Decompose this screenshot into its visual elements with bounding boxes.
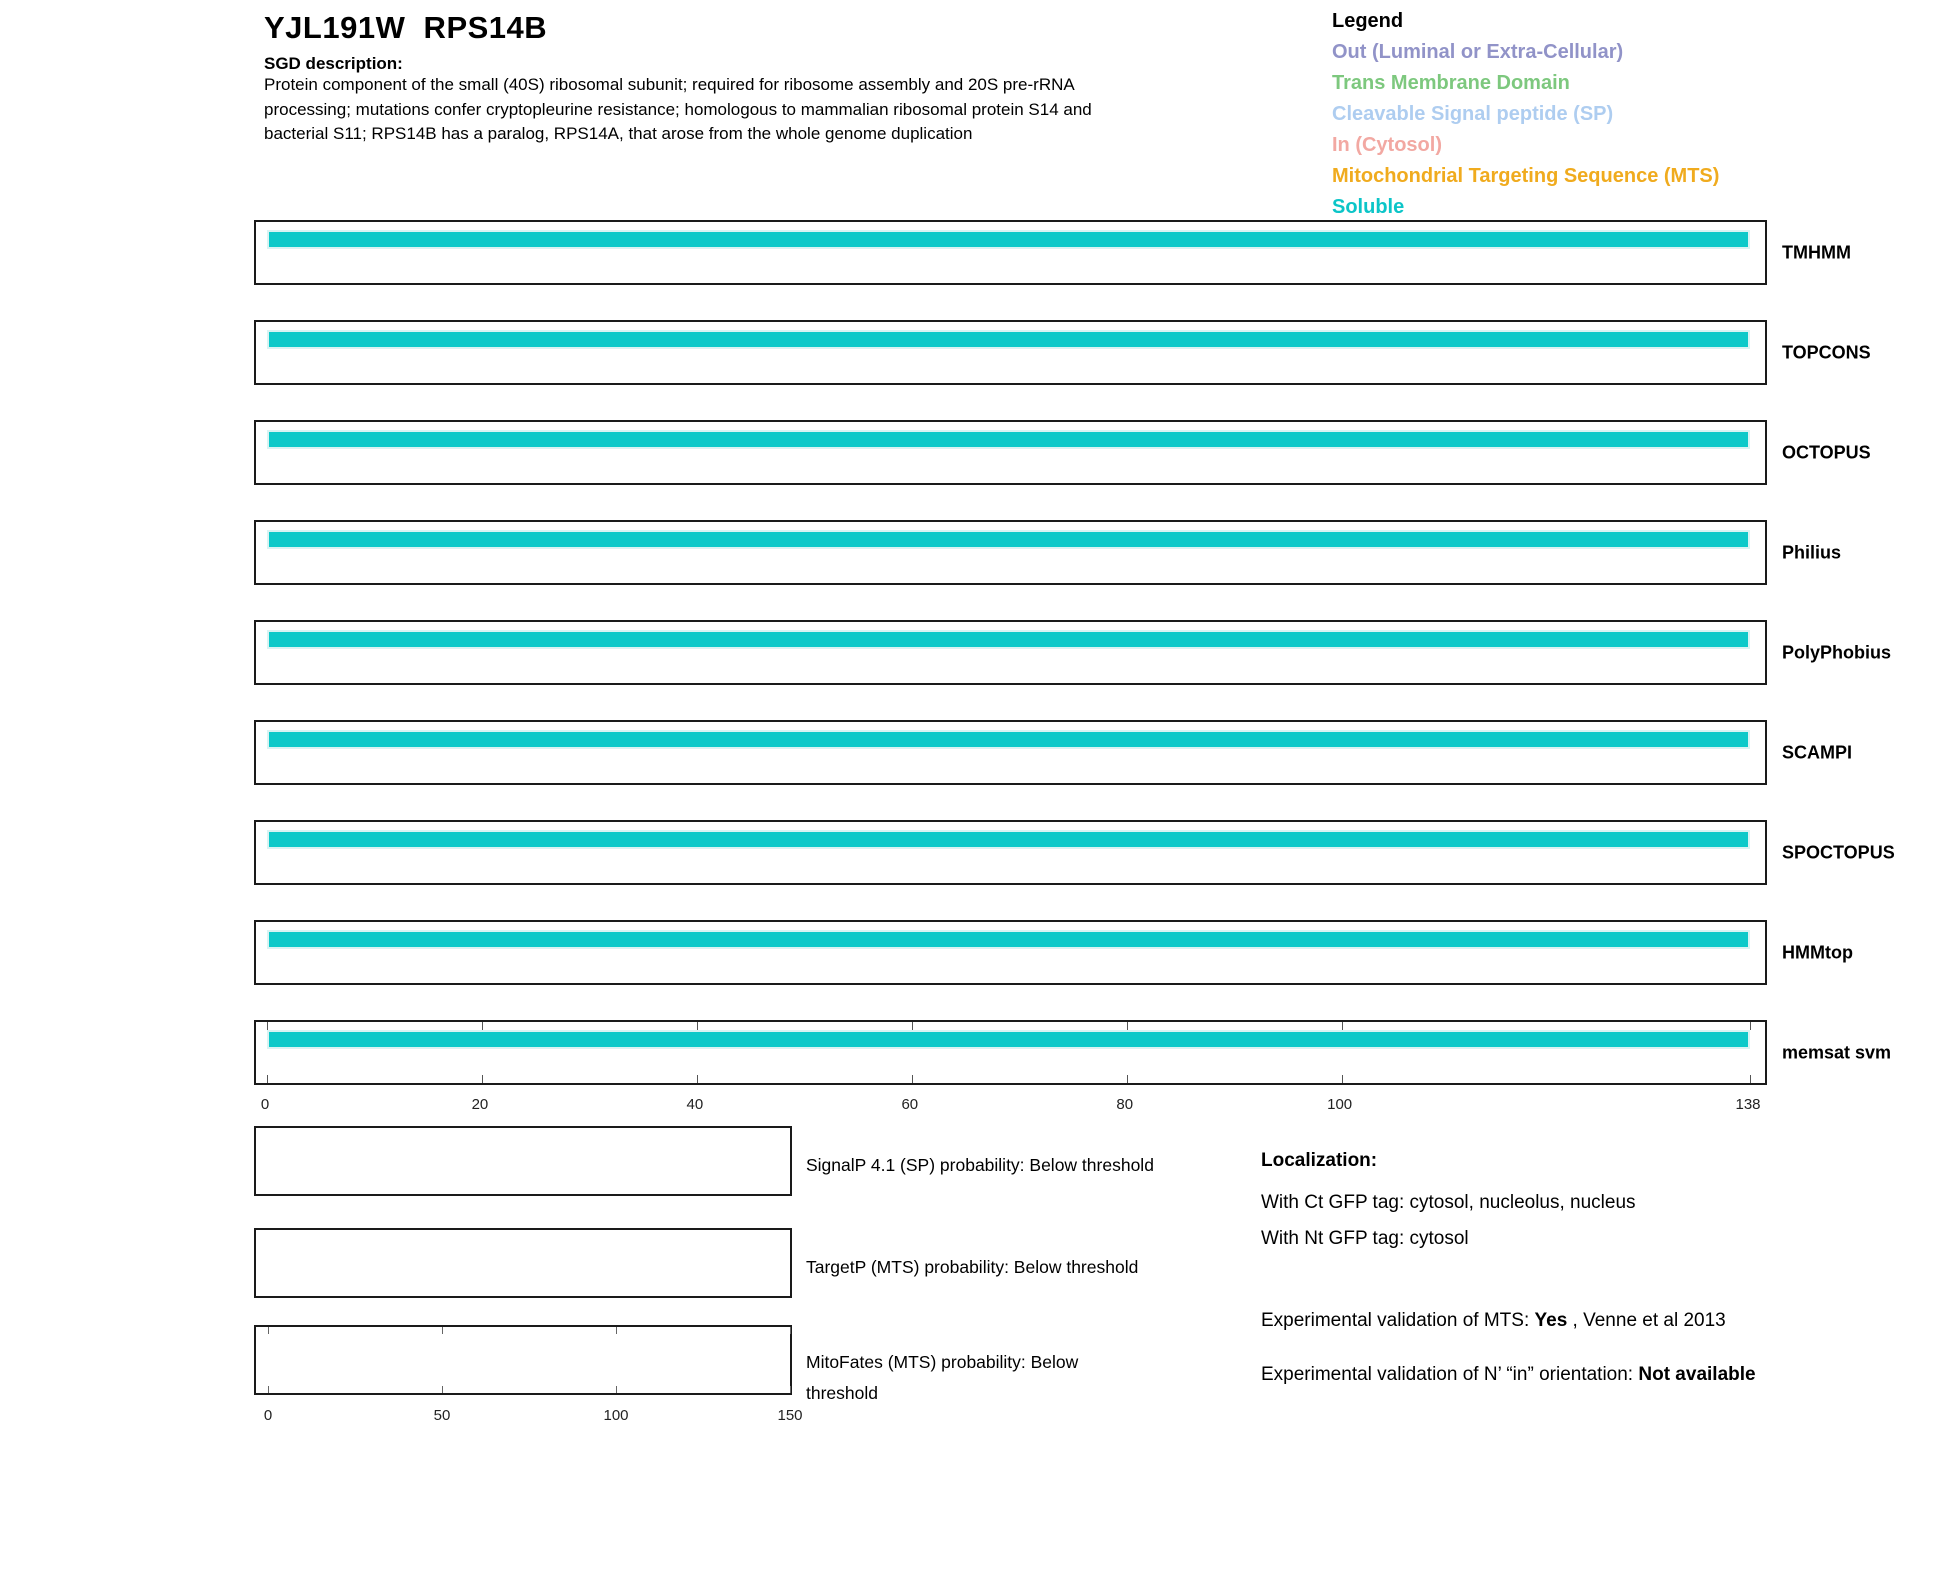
x-axis-tick-label: 80 xyxy=(1116,1096,1134,1113)
track-label: SPOCTOPUS xyxy=(1782,842,1895,862)
track-row-memsat-svm xyxy=(254,1020,1892,1085)
track-box xyxy=(254,1020,1767,1085)
track-scale xyxy=(267,222,1750,283)
legend-item-signal-peptide: Cleavable Signal peptide (SP) xyxy=(1332,103,1614,125)
track-row-scampi xyxy=(254,720,1853,785)
axis-tick-mark xyxy=(267,1075,268,1083)
targetp-panel-label: TargetP (MTS) probability: Below threshold xyxy=(806,1257,1139,1277)
track-label: TOPCONS xyxy=(1782,342,1871,362)
nt-gfp-localization: With Nt GFP tag: cytosol xyxy=(1261,1228,1469,1249)
legend xyxy=(1332,6,1719,223)
track-label: OCTOPUS xyxy=(1782,442,1871,462)
axis-tick-mark xyxy=(268,1327,269,1334)
axis-tick-mark xyxy=(616,1327,617,1334)
track-scale xyxy=(267,822,1750,883)
soluble-segment-bar xyxy=(267,230,1750,249)
axis-tick-mark xyxy=(616,1386,617,1393)
x-axis-tick-label: 100 xyxy=(1327,1096,1353,1113)
track-box xyxy=(254,720,1767,785)
mitofates-panel-box xyxy=(254,1325,792,1395)
track-row-polyphobius xyxy=(254,620,1892,685)
x-axis-tick-label: 60 xyxy=(901,1096,919,1113)
panel-scale xyxy=(268,1128,790,1194)
localization-heading: Localization: xyxy=(1261,1150,1378,1171)
legend-item-transmembrane: Trans Membrane Domain xyxy=(1332,72,1570,94)
track-box xyxy=(254,420,1767,485)
legend-heading: Legend xyxy=(1332,10,1404,32)
panel-scale xyxy=(268,1230,790,1296)
track-scale xyxy=(267,922,1750,983)
axis-tick-mark xyxy=(482,1022,483,1030)
signalp-panel-box xyxy=(254,1126,792,1196)
axis-tick-mark xyxy=(1127,1022,1128,1030)
sgd-description-label: SGD description: xyxy=(264,54,403,73)
residue-x-axis xyxy=(260,1096,1761,1116)
axis-tick-mark xyxy=(1342,1075,1343,1083)
track-scale xyxy=(267,522,1750,583)
track-scale xyxy=(267,1022,1750,1083)
orientation-validation-line xyxy=(1261,1360,1756,1390)
track-box xyxy=(254,820,1767,885)
soluble-segment-bar xyxy=(267,530,1750,549)
panel-scale xyxy=(268,1327,790,1393)
axis-tick-mark xyxy=(1750,1022,1751,1030)
track-box xyxy=(254,320,1767,385)
sgd-description-text: Protein component of the small (40S) ribosomal subunit; required for ribosome assembly and 20S pre-rRNA processing; mutations confer cryptopleurine resistance; homologous to mammalian ribosomal protein S14 and bacterial S11; RPS14B has a paralog, RPS14A, that arose from the whole genome duplication xyxy=(264,75,1092,143)
x-axis-tick-label: 138 xyxy=(1735,1096,1761,1113)
axis-tick-mark xyxy=(1127,1075,1128,1083)
soluble-segment-bar xyxy=(267,830,1750,849)
soluble-segment-bar xyxy=(267,730,1750,749)
axis-tick-mark xyxy=(912,1075,913,1083)
mts-validation-value: Yes xyxy=(1534,1310,1568,1331)
x-axis-tick-label: 0 xyxy=(260,1096,270,1113)
track-label: SCAMPI xyxy=(1782,742,1853,762)
legend-item-soluble: Soluble xyxy=(1332,196,1405,218)
x-axis-tick-label: 100 xyxy=(603,1407,629,1424)
mts-validation-line xyxy=(1261,1306,1726,1336)
targetp-panel-box xyxy=(254,1228,792,1298)
track-scale xyxy=(267,422,1750,483)
track-scale xyxy=(267,722,1750,783)
track-row-tmhmm xyxy=(254,220,1851,285)
x-axis-tick-label: 40 xyxy=(686,1096,704,1113)
soluble-segment-bar xyxy=(267,1030,1750,1049)
axis-tick-mark xyxy=(268,1386,269,1393)
axis-tick-mark xyxy=(790,1386,791,1393)
track-label: PolyPhobius xyxy=(1782,642,1892,662)
track-box xyxy=(254,520,1767,585)
track-label: HMMtop xyxy=(1782,942,1853,962)
axis-tick-mark xyxy=(1750,1075,1751,1083)
track-box xyxy=(254,920,1767,985)
soluble-segment-bar xyxy=(267,330,1750,349)
track-label: TMHMM xyxy=(1782,242,1851,262)
axis-tick-mark xyxy=(442,1327,443,1334)
legend-item-out: Out (Luminal or Extra-Cellular) xyxy=(1332,41,1624,63)
soluble-segment-bar xyxy=(267,930,1750,949)
axis-tick-mark xyxy=(790,1327,791,1334)
legend-item-in-cytosol: In (Cytosol) xyxy=(1332,134,1442,156)
track-row-octopus xyxy=(254,420,1871,485)
axis-tick-mark xyxy=(697,1022,698,1030)
x-axis-tick-label: 0 xyxy=(263,1407,273,1424)
x-axis-tick-label: 20 xyxy=(471,1096,489,1113)
axis-tick-mark xyxy=(912,1022,913,1030)
track-label: memsat svm xyxy=(1782,1042,1892,1062)
legend-item-mts: Mitochondrial Targeting Sequence (MTS) xyxy=(1332,165,1720,187)
probability-x-axis xyxy=(263,1407,803,1427)
axis-tick-mark xyxy=(1342,1022,1343,1030)
track-row-hmmtop xyxy=(254,920,1853,985)
orientation-validation-prefix: Experimental validation of N’ “in” orientation: xyxy=(1261,1364,1639,1385)
track-row-topcons xyxy=(254,320,1871,385)
axis-tick-mark xyxy=(482,1075,483,1083)
track-label: Philius xyxy=(1782,542,1842,562)
track-box xyxy=(254,620,1767,685)
track-box xyxy=(254,220,1767,285)
mts-validation-prefix: Experimental validation of MTS: xyxy=(1261,1310,1535,1331)
track-scale xyxy=(267,322,1750,383)
page-title: YJL191W RPS14B xyxy=(264,10,548,45)
signalp-panel-label: SignalP 4.1 (SP) probability: Below threshold xyxy=(806,1155,1154,1175)
soluble-segment-bar xyxy=(267,630,1750,649)
mts-validation-reference: , Venne et al 2013 xyxy=(1567,1310,1726,1331)
axis-tick-mark xyxy=(267,1022,268,1030)
track-row-spoctopus xyxy=(254,820,1895,885)
track-scale xyxy=(267,622,1750,683)
mitofates-panel-label: MitoFates (MTS) probability: Below threshold xyxy=(806,1352,1079,1403)
axis-tick-mark xyxy=(442,1386,443,1393)
x-axis-tick-label: 50 xyxy=(433,1407,451,1424)
ct-gfp-localization: With Ct GFP tag: cytosol, nucleolus, nucleus xyxy=(1261,1192,1636,1213)
soluble-segment-bar xyxy=(267,430,1750,449)
axis-tick-mark xyxy=(697,1075,698,1083)
orientation-validation-value: Not available xyxy=(1638,1364,1756,1385)
x-axis-tick-label: 150 xyxy=(777,1407,803,1424)
track-row-philius xyxy=(254,520,1842,585)
